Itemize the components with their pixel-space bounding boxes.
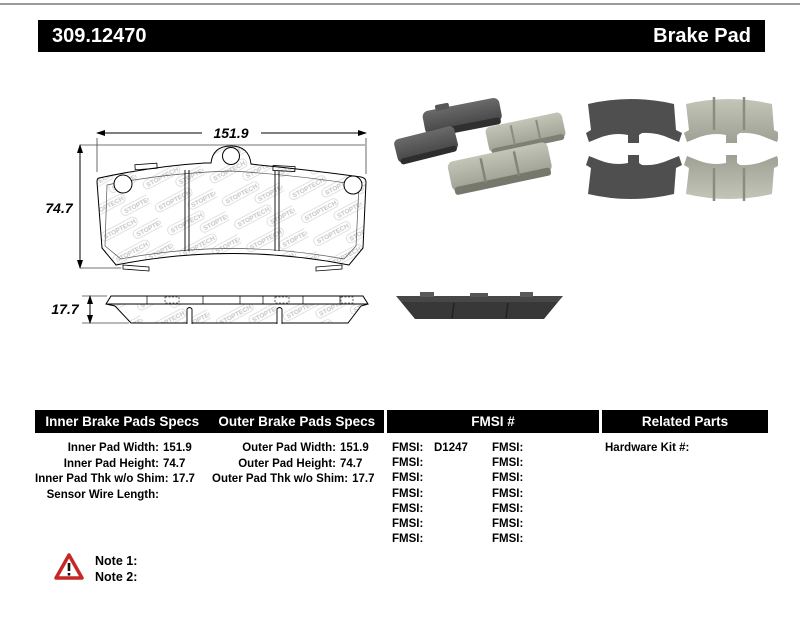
warning-icon bbox=[54, 553, 84, 581]
notes-block bbox=[95, 553, 137, 585]
fmsi-row bbox=[492, 502, 587, 517]
fmsi-row bbox=[392, 456, 487, 471]
spec-value: 74.7 bbox=[340, 457, 363, 470]
spec-row bbox=[35, 488, 207, 504]
spec-value: 74.7 bbox=[163, 457, 186, 470]
part-number: 309.12470 bbox=[52, 24, 147, 47]
spec-label: Inner Pad Height: bbox=[63, 457, 159, 470]
pad-back-bottom-left bbox=[586, 155, 682, 199]
fmsi-row bbox=[392, 441, 487, 456]
spec-value: 151.9 bbox=[163, 442, 192, 454]
fmsi-row bbox=[392, 502, 487, 517]
spec-label: Outer Pad Width: bbox=[242, 442, 336, 454]
fmsi-row bbox=[392, 532, 487, 547]
friction-edge bbox=[106, 304, 368, 323]
top-clip-left bbox=[135, 163, 157, 170]
fmsi-header-bar bbox=[387, 410, 599, 433]
fmsi-header: FMSI # bbox=[471, 414, 515, 429]
spec-value: 151.9 bbox=[340, 442, 369, 454]
fmsi-value bbox=[534, 517, 587, 532]
related-parts-header: Related Parts bbox=[641, 414, 729, 429]
pad-friction-top-right bbox=[684, 99, 778, 143]
related-parts-header-bar bbox=[602, 410, 768, 433]
fmsi-right-column bbox=[492, 441, 587, 547]
dimension-thickness bbox=[51, 296, 129, 323]
fmsi-row bbox=[492, 456, 587, 471]
fmsi-value bbox=[534, 471, 587, 486]
technical-drawing bbox=[35, 118, 390, 353]
mount-hole-left bbox=[114, 175, 132, 193]
inner-specs-column bbox=[35, 441, 207, 503]
dim-width-label: 151.9 bbox=[213, 125, 249, 141]
note-2-label: Note 2: bbox=[95, 570, 138, 584]
spec-value bbox=[163, 488, 207, 504]
spec-label: Inner Pad Width: bbox=[67, 442, 159, 454]
fmsi-label: FMSI: bbox=[492, 487, 524, 500]
dim-thickness-label: 17.7 bbox=[51, 301, 79, 317]
mount-hole-right bbox=[344, 176, 362, 194]
fmsi-label: FMSI: bbox=[492, 457, 524, 470]
pad-front-view bbox=[97, 146, 366, 271]
fmsi-label: FMSI: bbox=[392, 457, 424, 470]
fmsi-label: FMSI: bbox=[492, 502, 524, 515]
spec-row bbox=[35, 472, 207, 488]
fmsi-value bbox=[434, 517, 487, 532]
outer-specs-column bbox=[212, 441, 384, 488]
spec-row bbox=[212, 457, 384, 473]
fmsi-value bbox=[434, 487, 487, 502]
fmsi-row bbox=[492, 487, 587, 502]
spec-row bbox=[212, 441, 384, 457]
fmsi-value bbox=[534, 487, 587, 502]
spec-row bbox=[212, 472, 384, 488]
spec-value: 17.7 bbox=[172, 473, 195, 485]
product-photo-angled bbox=[393, 90, 573, 202]
fmsi-label: FMSI: bbox=[492, 442, 524, 454]
fmsi-value bbox=[434, 502, 487, 517]
spec-label: Outer Pad Thk w/o Shim: bbox=[212, 473, 349, 485]
fmsi-label: FMSI: bbox=[392, 502, 424, 515]
fmsi-value bbox=[434, 456, 487, 471]
product-type-title: Brake Pad bbox=[653, 24, 751, 47]
fmsi-row bbox=[392, 517, 487, 532]
fmsi-value bbox=[534, 441, 587, 456]
related-parts-column bbox=[605, 441, 765, 457]
fmsi-label: FMSI: bbox=[392, 487, 424, 500]
pad-side-view bbox=[106, 296, 368, 324]
header-bar bbox=[38, 20, 765, 52]
fmsi-row bbox=[392, 471, 487, 486]
spec-label: Inner Pad Thk w/o Shim: bbox=[35, 473, 169, 485]
dim-height-label: 74.7 bbox=[45, 200, 73, 216]
tab-hole bbox=[223, 148, 240, 165]
fmsi-label: FMSI: bbox=[392, 472, 424, 485]
pad-friction-bottom-right bbox=[684, 155, 778, 199]
fmsi-row bbox=[392, 487, 487, 502]
fmsi-value bbox=[434, 471, 487, 486]
foot-right bbox=[316, 265, 342, 271]
fmsi-value bbox=[534, 532, 587, 547]
fmsi-row bbox=[492, 532, 587, 547]
pad-back-top-left bbox=[586, 99, 682, 143]
spec-value: 17.7 bbox=[352, 473, 375, 485]
fmsi-row bbox=[492, 471, 587, 486]
fmsi-label: FMSI: bbox=[492, 472, 524, 485]
fmsi-label: FMSI: bbox=[492, 533, 524, 546]
foot-left bbox=[123, 265, 149, 271]
fmsi-left-column bbox=[392, 441, 487, 547]
fmsi-value bbox=[534, 502, 587, 517]
backplate-edge bbox=[106, 296, 368, 304]
spec-row bbox=[35, 441, 207, 457]
related-label: Hardware Kit #: bbox=[605, 442, 690, 454]
edge-friction bbox=[401, 302, 558, 319]
outer-specs-header: Outer Brake Pads Specs bbox=[218, 414, 376, 429]
fmsi-value bbox=[434, 532, 487, 547]
fmsi-value: D1247 bbox=[434, 442, 468, 454]
fmsi-value bbox=[534, 456, 587, 471]
product-photo-edge bbox=[392, 286, 567, 324]
fmsi-label: FMSI: bbox=[392, 442, 424, 454]
fmsi-label: FMSI: bbox=[392, 517, 424, 530]
fmsi-label: FMSI: bbox=[392, 533, 424, 546]
side-notch-left bbox=[187, 308, 192, 325]
spec-label: Sensor Wire Length: bbox=[46, 488, 159, 501]
pads-specs-header-bar bbox=[35, 410, 384, 433]
note-1-label: Note 1: bbox=[95, 554, 138, 568]
fmsi-row bbox=[492, 441, 587, 456]
spec-row bbox=[35, 457, 207, 473]
related-row bbox=[605, 441, 765, 457]
fmsi-row bbox=[492, 517, 587, 532]
side-notch-right bbox=[277, 308, 282, 325]
spec-label: Outer Pad Height: bbox=[238, 457, 336, 470]
page-top-rule bbox=[0, 3, 800, 5]
product-photo-flat bbox=[583, 88, 778, 210]
inner-specs-header: Inner Brake Pads Specs bbox=[45, 414, 200, 429]
fmsi-label: FMSI: bbox=[492, 517, 524, 530]
